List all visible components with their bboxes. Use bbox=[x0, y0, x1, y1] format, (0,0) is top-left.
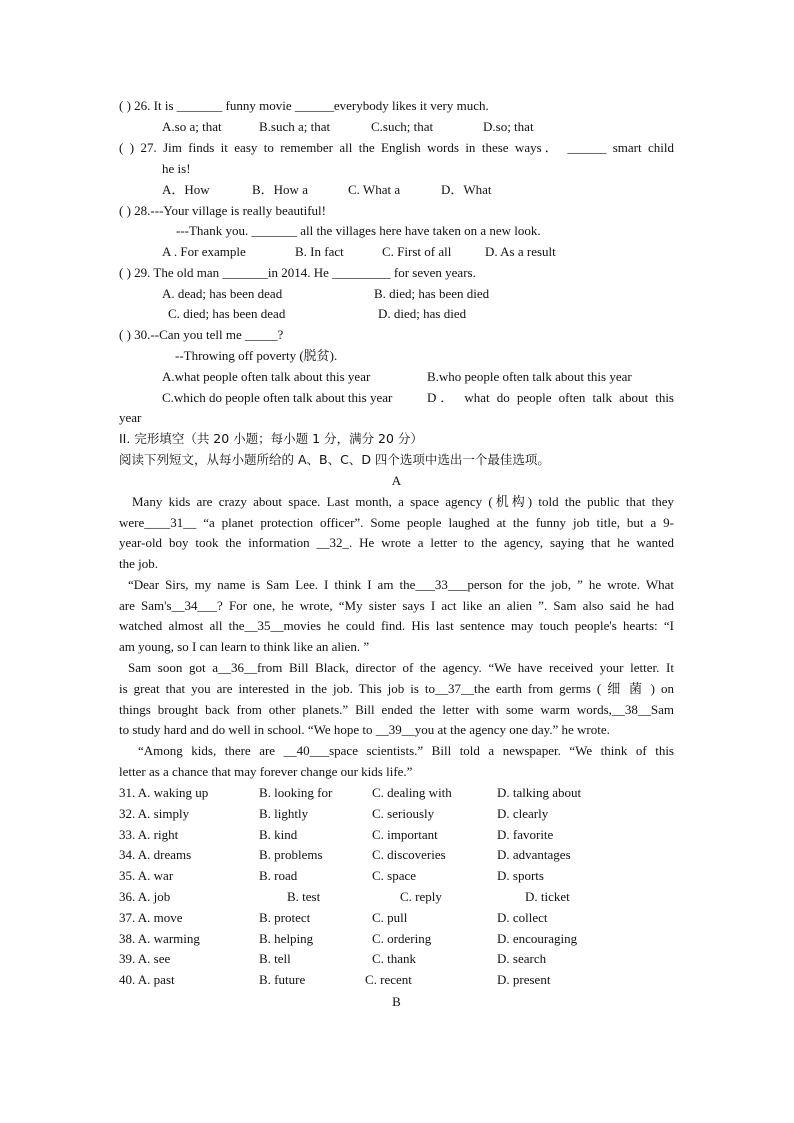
cloze-option: C. reply bbox=[400, 889, 442, 904]
passage-line: the job. bbox=[119, 556, 158, 571]
passage-line: “Dear Sirs, my name is Sam Lee. I think I am the___33___person for the job, ” he wrote. What bbox=[128, 577, 674, 592]
cloze-option: C. discoveries bbox=[372, 847, 446, 863]
question-28-option-a: A . For example bbox=[162, 244, 246, 259]
passage-line: were____31__ “a planet protection officer”. Some people laughed at the funny job title, but a 9- bbox=[119, 515, 674, 530]
question-27-stem: ( ) 27. Jim finds it easy to remember all the English words in these ways． ______ smart child bbox=[119, 140, 674, 155]
cloze-option: B. helping bbox=[259, 930, 314, 946]
question-28-option-c: C. First of all bbox=[382, 244, 452, 259]
question-27-option-a: A．How bbox=[162, 182, 210, 197]
cloze-option: B. road bbox=[259, 868, 298, 884]
cloze-option: C. space bbox=[372, 868, 417, 884]
cloze-option: 31. A. waking up bbox=[119, 785, 209, 800]
cloze-option: D. search bbox=[497, 951, 547, 967]
cloze-option: B. lightly bbox=[259, 805, 309, 821]
cloze-option: D. clearly bbox=[497, 805, 549, 821]
question-26-option-a: A.so a; that bbox=[162, 119, 222, 134]
cloze-option: 36. A. job bbox=[119, 889, 171, 904]
question-27-option-b: B．How a bbox=[252, 182, 308, 197]
cloze-option: 37. A. move bbox=[119, 909, 183, 925]
passage-line: is great that you are interested in the job. This job is to__37__the earth from germs ( 细 菌 ) on bbox=[119, 681, 674, 696]
cloze-option: 39. A. see bbox=[119, 951, 171, 967]
section-title: II. 完形填空（共 20 小题；每小题 1 分，满分 20 分） bbox=[119, 431, 423, 446]
question-29-option-d: D. died; has died bbox=[378, 306, 467, 321]
cloze-option: C. thank bbox=[372, 951, 417, 967]
passage-line: letter as a chance that may forever change our kids life.” bbox=[119, 764, 413, 779]
cloze-option: D. present bbox=[497, 972, 551, 988]
question-26-stem: ( ) 26. It is _______ funny movie ______everybody likes it very much. bbox=[119, 98, 489, 113]
question-28-continuation: ---Thank you. _______ all the villages here have taken on a new look. bbox=[176, 223, 541, 238]
passage-line: year-old boy took the information __32_. He wrote a letter to the agency, saying that he wanted bbox=[119, 535, 674, 550]
question-28-stem: ( ) 28.---Your village is really beautiful! bbox=[119, 203, 326, 218]
question-29-option-b: B. died; has been died bbox=[374, 286, 490, 301]
cloze-option: B. future bbox=[259, 972, 306, 988]
question-27-option-c: C. What a bbox=[348, 182, 401, 197]
question-27-continuation: he is! bbox=[162, 161, 191, 176]
cloze-option: C. recent bbox=[365, 972, 412, 988]
cloze-option: 35. A. war bbox=[119, 868, 174, 884]
cloze-option: C. dealing with bbox=[372, 785, 452, 800]
passage-line: are Sam's__34___? For one, he wrote, “My sister says I act like an alien ”. Sam also said he had bbox=[119, 598, 674, 613]
cloze-option: 32. A. simply bbox=[119, 805, 190, 821]
question-27-option-d: D．What bbox=[441, 182, 492, 197]
question-29-option-c: C. died; has been dead bbox=[168, 306, 286, 321]
cloze-option: D. talking about bbox=[497, 785, 582, 800]
question-30-continuation: --Throwing off poverty (脱贫). bbox=[175, 348, 338, 363]
question-30-option-d: D． what do people often talk about this bbox=[427, 390, 674, 405]
question-29-option-a: A. dead; has been dead bbox=[162, 286, 283, 301]
cloze-option: 40. A. past bbox=[119, 972, 175, 988]
cloze-option: C. seriously bbox=[372, 805, 435, 821]
passage-label-b: B bbox=[392, 994, 401, 1009]
question-26-option-d: D.so; that bbox=[483, 119, 534, 134]
section-instructions: 阅读下列短文，从每小题所给的 A、B、C、D 四个选项中选出一个最佳选项。 bbox=[119, 452, 550, 467]
cloze-option: D. encouraging bbox=[497, 930, 578, 946]
cloze-option: 33. A. right bbox=[119, 826, 179, 842]
passage-line: Sam soon got a__36__from Bill Black, director of the agency. “We have received your letter. It bbox=[128, 660, 674, 675]
passage-line: things brought back from other planets.” Bill ended the letter with some warm words,__38__Sam bbox=[119, 702, 674, 717]
passage-label-a: A bbox=[391, 473, 402, 488]
question-26-option-c: C.such; that bbox=[371, 119, 434, 134]
question-29-stem: ( ) 29. The old man _______in 2014. He _________ for seven years. bbox=[119, 265, 476, 280]
passage-line: “Among kids, there are __40___space scientists.” Bill told a newspaper. “We think of this bbox=[138, 743, 674, 758]
cloze-option: C. pull bbox=[372, 909, 408, 925]
cloze-option: B. tell bbox=[259, 951, 291, 967]
cloze-option: 38. A. warming bbox=[119, 930, 200, 946]
question-30-option-a: A.what people often talk about this year bbox=[162, 369, 371, 384]
cloze-option: D. favorite bbox=[497, 826, 554, 842]
cloze-option: 34. A. dreams bbox=[119, 847, 192, 863]
question-26-option-b: B.such a; that bbox=[259, 119, 331, 134]
cloze-option: B. test bbox=[287, 889, 321, 904]
cloze-option: B. looking for bbox=[259, 785, 333, 800]
passage-line: am young, so I can learn to think like an alien. ” bbox=[119, 639, 370, 654]
cloze-option: D. advantages bbox=[497, 847, 571, 863]
question-30-stem: ( ) 30.--Can you tell me _____? bbox=[119, 327, 284, 342]
cloze-option: D. collect bbox=[497, 909, 548, 925]
passage-line: to study hard and do well in school. “We hope to __39__you at the agency one day.” he wrote. bbox=[119, 722, 610, 737]
cloze-option: B. problems bbox=[259, 847, 323, 863]
cloze-option: B. kind bbox=[259, 826, 298, 842]
passage-line: watched almost all the__35__movies he could find. His last sentence may touch people's hearts: “I bbox=[119, 618, 674, 633]
question-30-option-c: C.which do people often talk about this year bbox=[162, 390, 393, 405]
cloze-option: B. protect bbox=[259, 909, 311, 925]
cloze-option: D. ticket bbox=[525, 889, 570, 904]
question-30-option-d-tail: year bbox=[119, 410, 142, 425]
cloze-option: C. important bbox=[372, 826, 438, 842]
cloze-option: D. sports bbox=[497, 868, 544, 884]
passage-line: Many kids are crazy about space. Last month, a space agency (机构) told the public that they bbox=[132, 494, 674, 509]
question-28-option-d: D. As a result bbox=[485, 244, 556, 259]
question-28-option-b: B. In fact bbox=[295, 244, 344, 259]
question-30-option-b: B.who people often talk about this year bbox=[427, 369, 632, 384]
cloze-option: C. ordering bbox=[372, 930, 432, 946]
